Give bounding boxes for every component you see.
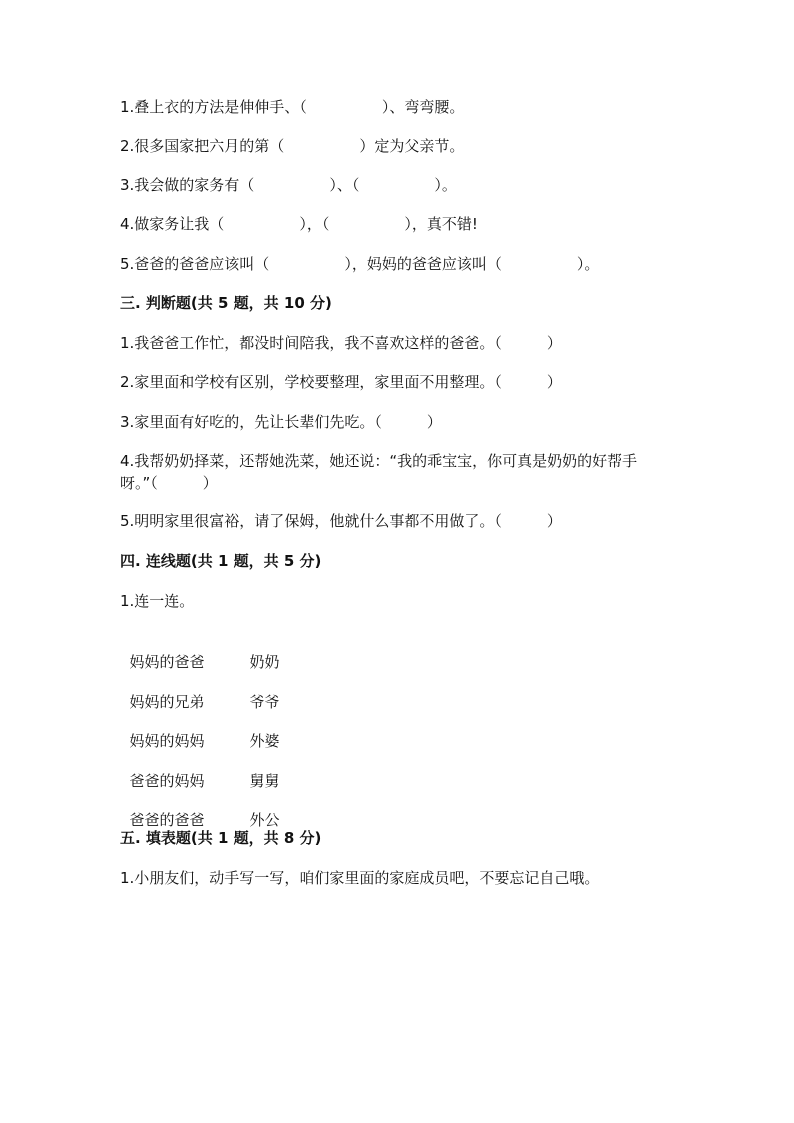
- matching-prompt: 1.连一连。: [120, 592, 195, 610]
- matching-right-item: 外公: [249, 811, 280, 829]
- fill-blank-question-2: 2.很多国家把六月的第（ ）定为父亲节。: [120, 137, 465, 155]
- section-heading-judgment: 三. 判断题(共 5 题，共 10 分): [120, 294, 332, 312]
- matching-right-item: 爷爷: [249, 693, 280, 711]
- matching-left-item: 妈妈的妈妈: [129, 732, 205, 750]
- matching-right-item: 舅舅: [249, 772, 280, 790]
- matching-left-item: 爸爸的爸爸: [129, 811, 205, 829]
- matching-pair: [120, 748, 280, 792]
- matching-pair: [120, 708, 280, 752]
- matching-right-item: 奶奶: [249, 653, 280, 671]
- matching-left-item: 妈妈的爸爸: [129, 653, 205, 671]
- fill-blank-question-3: 3.我会做的家务有（ ）、（ ）。: [120, 176, 457, 194]
- fill-blank-question-1: 1.叠上衣的方法是伸伸手、（ ）、弯弯腰。: [120, 98, 465, 116]
- judgment-question-2: 2.家里面和学校有区别，学校要整理，家里面不用整理。（ ）: [120, 373, 562, 391]
- judgment-question-1: 1.我爸爸工作忙，都没时间陪我，我不喜欢这样的爸爸。（ ）: [120, 334, 562, 352]
- section-heading-table: 五. 填表题(共 1 题，共 8 分): [120, 829, 322, 847]
- table-prompt: 1.小朋友们，动手写一写，咱们家里面的家庭成员吧，不要忘记自己哦。: [120, 869, 600, 887]
- judgment-question-3: 3.家里面有好吃的，先让长辈们先吃。（ ）: [120, 413, 442, 431]
- section-heading-matching: 四. 连线题(共 1 题，共 5 分): [120, 552, 322, 570]
- matching-left-item: 爸爸的妈妈: [129, 772, 205, 790]
- judgment-question-4: 4.我帮奶奶择菜，还帮她洗菜，她还说：“我的乖宝宝，你可真是奶奶的好帮手呀。”（ ）: [120, 452, 638, 492]
- matching-pair: [120, 629, 280, 673]
- matching-right-item: 外婆: [249, 732, 280, 750]
- matching-pair: [120, 787, 280, 831]
- matching-pair: [120, 669, 280, 713]
- fill-blank-question-5: 5.爸爸的爸爸应该叫（ ），妈妈的爸爸应该叫（ ）。: [120, 255, 600, 273]
- judgment-question-5: 5.明明家里很富裕，请了保姆，他就什么事都不用做了。（ ）: [120, 512, 562, 530]
- fill-blank-question-4: 4.做家务让我（ ），（ ），真不错!: [120, 215, 478, 233]
- matching-left-item: 妈妈的兄弟: [129, 693, 205, 711]
